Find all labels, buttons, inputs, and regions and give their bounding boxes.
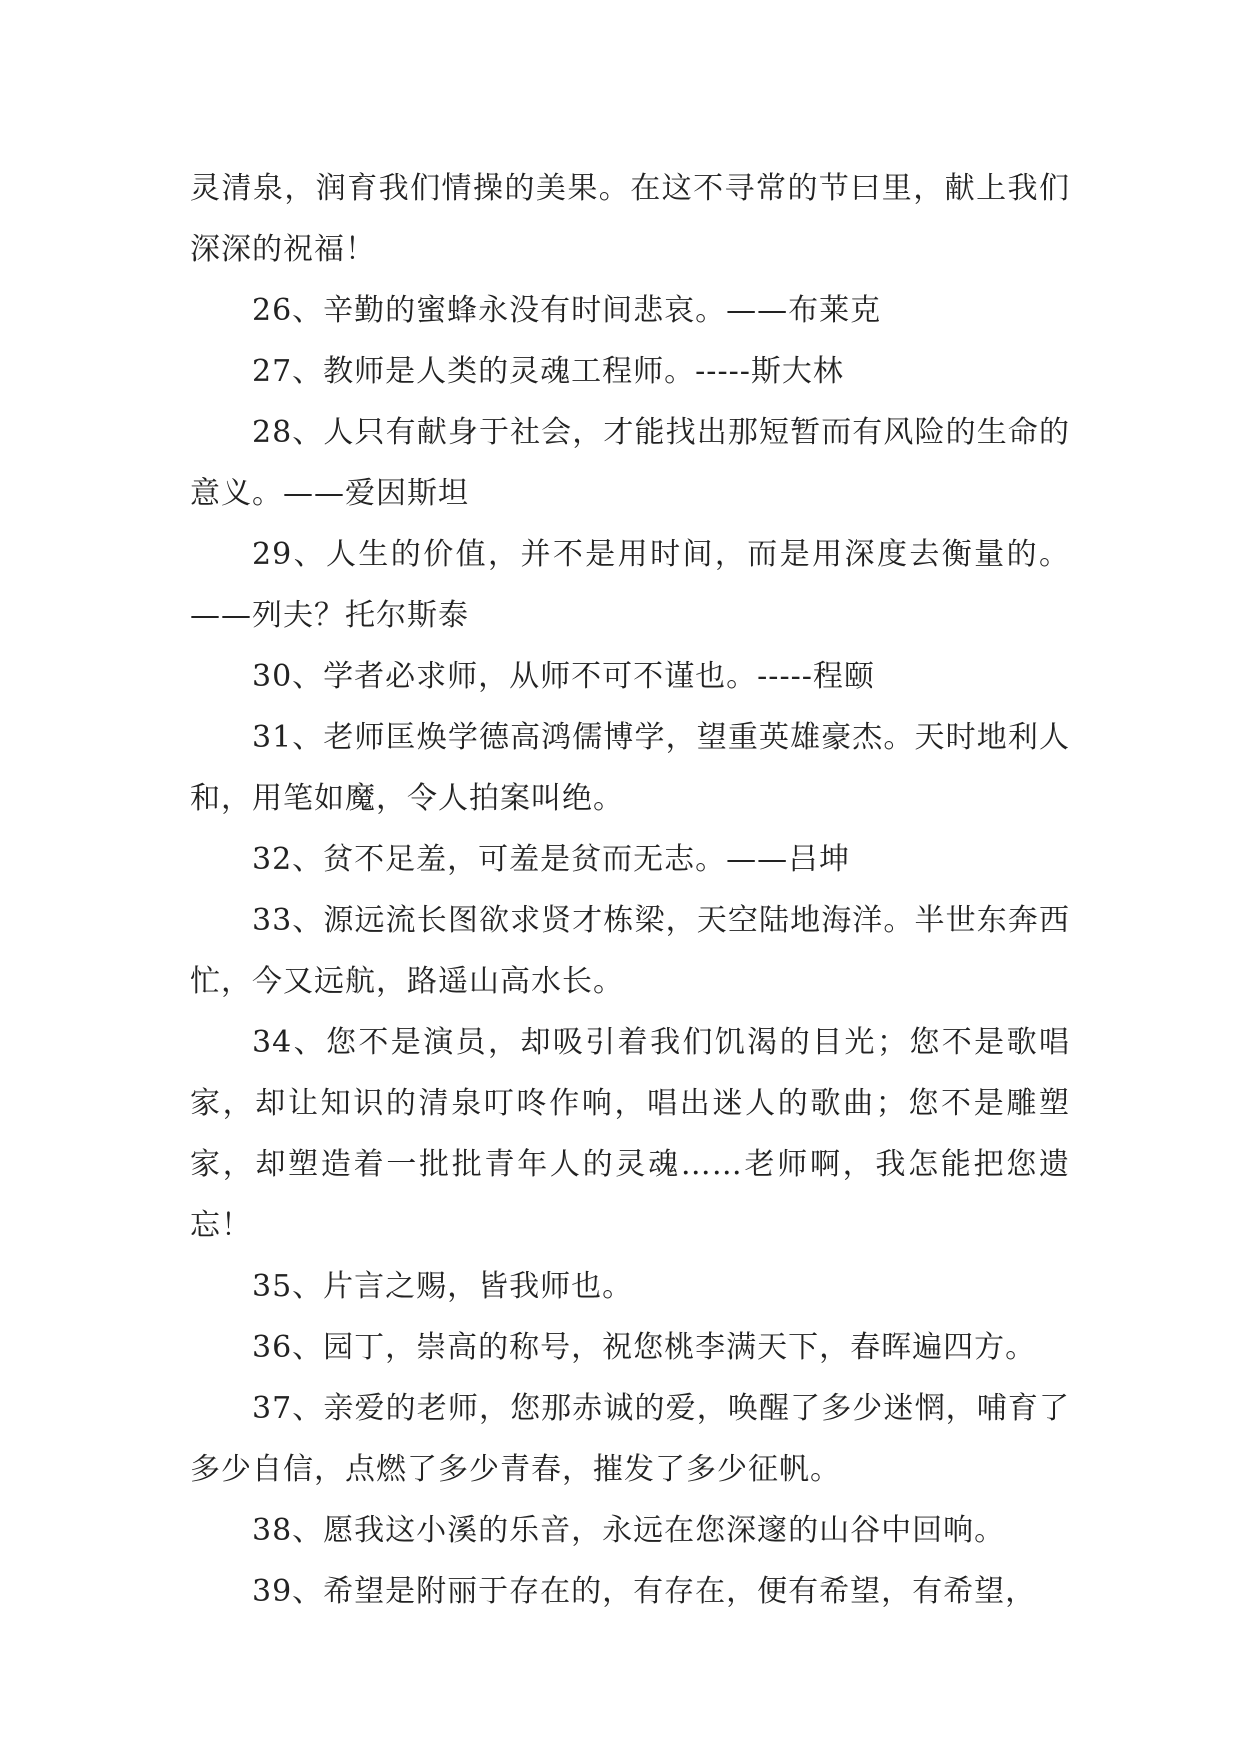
paragraph-32: 32、贫不足羞，可羞是贫而无志。——吕坤: [252, 842, 851, 877]
paragraph-26: 26、辛勤的蜜蜂永没有时间悲哀。——布莱克: [252, 293, 882, 328]
paragraph-29: 29、人生的价值，并不是用时间，而是用深度去衡量的。——列夫？托尔斯泰: [190, 537, 1070, 633]
paragraph-28: 28、人只有献身于社会，才能找出那短暂而有风险的生命的意义。——爱因斯坦: [190, 415, 1070, 511]
paragraph-36: 36、园丁，崇高的称号，祝您桃李满天下，春晖遍四方。: [252, 1330, 1037, 1365]
paragraph-31: 31、老师匡焕学德高鸿儒博学，望重英雄豪杰。天时地利人和，用笔如魔，令人拍案叫绝。: [190, 720, 1070, 816]
paragraph-34: 34、您不是演员，却吸引着我们饥渴的目光；您不是歌唱家，却让知识的清泉叮咚作响，唱出迷人的歌曲；您不是雕塑家，却塑造着一批批青年人的灵魂……老师啊，我怎能把您遗忘！: [190, 1025, 1070, 1243]
paragraph-33: 33、源远流长图欲求贤才栋梁，天空陆地海洋。半世东奔西忙，今又远航，路遥山高水长。: [190, 903, 1070, 999]
paragraph-30: 30、学者必求师，从师不可不谨也。-----程颐: [252, 659, 875, 694]
document-body: [190, 158, 1070, 1622]
paragraph-35: 35、片言之赐，皆我师也。: [252, 1269, 634, 1304]
paragraph-27: 27、教师是人类的灵魂工程师。-----斯大林: [252, 354, 844, 389]
paragraph-38: 38、愿我这小溪的乐音，永远在您深邃的山谷中回响。: [252, 1513, 1006, 1548]
paragraph-continuation: 灵清泉，润育我们情操的美果。在这不寻常的节曰里，献上我们深深的祝福！: [190, 171, 1070, 267]
paragraph-39: 39、希望是附丽于存在的，有存在，便有希望，有希望，: [252, 1574, 1037, 1609]
paragraph-37: 37、亲爱的老师，您那赤诚的爱，唤醒了多少迷惘，哺育了多少自信，点燃了多少青春，摧发了多少征帆。: [190, 1391, 1070, 1487]
